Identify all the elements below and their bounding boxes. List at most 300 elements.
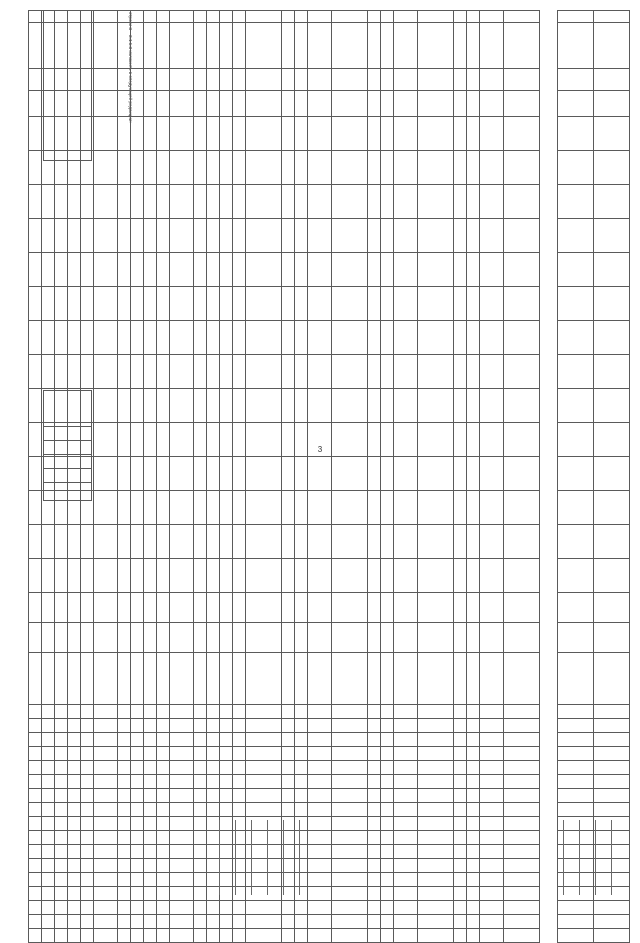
table-cell (29, 873, 42, 887)
table-cell (558, 91, 594, 117)
table-cell (144, 803, 157, 817)
table-cell (42, 859, 55, 873)
table-cell (194, 525, 207, 559)
table-cell (194, 389, 207, 423)
table-cell (194, 719, 207, 733)
table-cell (118, 321, 131, 355)
table-cell (418, 253, 454, 287)
table-cell (81, 253, 94, 287)
table-cell (233, 11, 246, 23)
table-cell (594, 803, 630, 817)
table-cell (233, 219, 246, 253)
table-cell (418, 355, 454, 389)
table-cell (558, 789, 594, 803)
table-cell (194, 915, 207, 929)
table-cell (29, 929, 42, 943)
table-cell (594, 491, 630, 525)
table-cell (144, 789, 157, 803)
table-cell (94, 423, 118, 457)
table-cell (246, 355, 282, 389)
table-cell (233, 901, 246, 915)
table-cell (81, 873, 94, 887)
table-cell (170, 789, 194, 803)
table-cell (170, 873, 194, 887)
table-cell (480, 623, 504, 653)
table-cell (308, 887, 332, 901)
table-cell (308, 817, 332, 831)
table-row (157, 11, 170, 943)
table-cell (29, 389, 42, 423)
table-cell (418, 185, 454, 219)
trailing-rule (563, 820, 564, 895)
table-row (68, 11, 81, 943)
section-3-table (557, 10, 630, 943)
table-cell (480, 389, 504, 423)
table-cell (418, 901, 454, 915)
table-cell (118, 915, 131, 929)
table-cell (467, 491, 480, 525)
table-cell (504, 901, 540, 915)
table-cell (394, 761, 418, 775)
table-cell (220, 803, 233, 817)
table-cell (246, 287, 282, 321)
table-cell (220, 901, 233, 915)
table-cell (282, 929, 295, 943)
table-cell (81, 929, 94, 943)
table-cell (144, 845, 157, 859)
table-cell (282, 321, 295, 355)
table-cell (480, 11, 504, 23)
table-cell (368, 423, 381, 457)
table-cell (131, 873, 144, 887)
table-cell (194, 69, 207, 91)
table-cell (157, 117, 170, 151)
table-cell (233, 525, 246, 559)
table-cell (368, 559, 381, 593)
table-cell (118, 253, 131, 287)
table-cell (42, 11, 55, 23)
table-cell (246, 389, 282, 423)
table-cell (480, 491, 504, 525)
table-cell (94, 253, 118, 287)
table-cell (194, 491, 207, 525)
table-cell (157, 859, 170, 873)
table-cell (246, 11, 282, 23)
table-cell (480, 185, 504, 219)
table-cell (467, 457, 480, 491)
table-cell (308, 151, 332, 185)
table-cell (194, 457, 207, 491)
table-cell (504, 355, 540, 389)
table-cell (29, 525, 42, 559)
table-cell (170, 845, 194, 859)
table-cell (157, 151, 170, 185)
table-cell (118, 901, 131, 915)
table-cell (246, 23, 282, 69)
table-cell (233, 69, 246, 91)
table-cell (194, 887, 207, 901)
table-cell (558, 705, 594, 719)
table-cell (282, 719, 295, 733)
table-cell (467, 321, 480, 355)
table-cell (381, 845, 394, 859)
table-cell (594, 761, 630, 775)
table-cell (29, 831, 42, 845)
table-cell (418, 859, 454, 873)
table-cell (418, 559, 454, 593)
table-cell (55, 23, 68, 69)
table-cell (418, 23, 454, 69)
table-cell (368, 705, 381, 719)
table-cell (418, 719, 454, 733)
table-cell (308, 185, 332, 219)
table-cell (467, 11, 480, 23)
table-row (558, 11, 594, 943)
table-cell (246, 525, 282, 559)
table-cell (42, 747, 55, 761)
table-cell (504, 253, 540, 287)
table-cell (94, 915, 118, 929)
table-cell (467, 23, 480, 69)
table-cell (418, 11, 454, 23)
trailing-rule (283, 820, 284, 895)
trailing-rule (219, 820, 220, 895)
table-cell (157, 11, 170, 23)
table-cell (418, 117, 454, 151)
table-cell (194, 873, 207, 887)
table-cell (194, 253, 207, 287)
table-cell (94, 705, 118, 719)
table-cell (170, 355, 194, 389)
table-cell (55, 423, 68, 457)
table-cell (131, 355, 144, 389)
table-cell (170, 91, 194, 117)
table-cell (381, 789, 394, 803)
table-cell (454, 789, 467, 803)
table-cell (94, 623, 118, 653)
table-cell (233, 389, 246, 423)
table-cell (170, 817, 194, 831)
table-cell (131, 817, 144, 831)
table-cell (29, 69, 42, 91)
table-cell (394, 623, 418, 653)
table-cell (144, 653, 157, 705)
table-cell (55, 789, 68, 803)
table-cell (157, 653, 170, 705)
table-cell (558, 117, 594, 151)
table-cell (246, 91, 282, 117)
table-cell (144, 525, 157, 559)
table-cell (233, 91, 246, 117)
table-cell (157, 69, 170, 91)
table-cell (295, 287, 308, 321)
table-cell (394, 457, 418, 491)
table-cell (29, 11, 42, 23)
table-cell (282, 219, 295, 253)
table-cell (454, 845, 467, 859)
table-cell (594, 321, 630, 355)
table-cell (157, 23, 170, 69)
table-cell (504, 91, 540, 117)
table-cell (246, 185, 282, 219)
table-cell (131, 287, 144, 321)
table-cell (368, 901, 381, 915)
table-row (131, 11, 144, 943)
table-cell (454, 887, 467, 901)
table-cell (246, 653, 282, 705)
table-cell (207, 185, 220, 219)
table-cell (282, 733, 295, 747)
table-cell (467, 287, 480, 321)
table-cell (233, 719, 246, 733)
table-cell (295, 817, 308, 831)
table-cell (68, 287, 81, 321)
table-cell (29, 457, 42, 491)
table-cell (68, 859, 81, 873)
trailing-rule (595, 820, 596, 895)
table-cell (418, 705, 454, 719)
table-cell (282, 117, 295, 151)
table-cell (131, 491, 144, 525)
table-cell (118, 803, 131, 817)
table-cell (504, 859, 540, 873)
table-cell (94, 219, 118, 253)
table-cell (220, 117, 233, 151)
table-cell (418, 457, 454, 491)
table-cell (282, 901, 295, 915)
table-cell (42, 733, 55, 747)
table-cell (55, 287, 68, 321)
table-cell (94, 117, 118, 151)
table-cell (558, 11, 594, 23)
table-cell (394, 845, 418, 859)
table-cell (381, 705, 394, 719)
table-cell (454, 803, 467, 817)
table-cell (131, 901, 144, 915)
table-cell (81, 915, 94, 929)
table-cell (94, 929, 118, 943)
table-cell (194, 653, 207, 705)
table-cell (157, 747, 170, 761)
table-cell (94, 287, 118, 321)
table-cell (454, 873, 467, 887)
table-cell (233, 623, 246, 653)
table-cell (394, 23, 418, 69)
table-cell (558, 915, 594, 929)
table-cell (480, 831, 504, 845)
table-cell (381, 287, 394, 321)
table-cell (480, 873, 504, 887)
table-cell (68, 653, 81, 705)
table-cell (55, 11, 68, 23)
table-cell (94, 733, 118, 747)
table-cell (233, 23, 246, 69)
table-cell (467, 817, 480, 831)
table-cell (233, 423, 246, 457)
table-cell (55, 831, 68, 845)
table-cell (207, 321, 220, 355)
table-row (454, 11, 467, 943)
table-cell (157, 287, 170, 321)
table-cell (194, 789, 207, 803)
table-cell (504, 761, 540, 775)
table-cell (308, 457, 332, 491)
table-cell (480, 219, 504, 253)
table-cell (308, 23, 332, 69)
table-cell (295, 117, 308, 151)
page-number: 3 (317, 445, 323, 454)
table-cell (29, 321, 42, 355)
table-cell (454, 321, 467, 355)
table-cell (220, 559, 233, 593)
table-cell (29, 719, 42, 733)
table-cell (118, 775, 131, 789)
table-cell (94, 747, 118, 761)
table-cell (394, 11, 418, 23)
table-cell (418, 151, 454, 185)
table-cell (368, 761, 381, 775)
table-cell (29, 789, 42, 803)
table-cell (467, 887, 480, 901)
table-cell (381, 355, 394, 389)
table-cell (467, 653, 480, 705)
table-cell (42, 23, 55, 69)
table-cell (144, 117, 157, 151)
table-cell (295, 151, 308, 185)
table-cell (282, 389, 295, 423)
table-cell (504, 623, 540, 653)
table-cell (170, 559, 194, 593)
table-cell (504, 817, 540, 831)
table-cell (381, 457, 394, 491)
table-cell (170, 525, 194, 559)
table-cell (144, 831, 157, 845)
table-cell (418, 887, 454, 901)
table-cell (233, 775, 246, 789)
table-cell (29, 593, 42, 623)
table-cell (594, 23, 630, 69)
table-cell (368, 219, 381, 253)
table-row (368, 11, 381, 943)
table-cell (504, 593, 540, 623)
table-cell (144, 705, 157, 719)
table-cell (295, 733, 308, 747)
table-cell (81, 491, 94, 525)
table-cell (504, 887, 540, 901)
table-cell (467, 915, 480, 929)
table-cell (68, 91, 81, 117)
table-cell (29, 901, 42, 915)
table-cell (157, 185, 170, 219)
table-cell (220, 653, 233, 705)
table-cell (144, 185, 157, 219)
table-cell (368, 355, 381, 389)
table-cell (480, 355, 504, 389)
table-cell (94, 593, 118, 623)
table-cell (480, 761, 504, 775)
table-cell (368, 653, 381, 705)
table-cell (220, 733, 233, 747)
table-cell (42, 219, 55, 253)
table-cell (594, 11, 630, 23)
table-cell (94, 789, 118, 803)
table-cell (42, 719, 55, 733)
table-cell (467, 623, 480, 653)
table-cell (308, 491, 332, 525)
table-cell (55, 491, 68, 525)
table-cell (94, 845, 118, 859)
table-cell (368, 719, 381, 733)
table-cell (454, 733, 467, 747)
table-cell (157, 705, 170, 719)
table-cell (194, 593, 207, 623)
table-cell (94, 23, 118, 69)
table-cell (418, 873, 454, 887)
table-cell (144, 761, 157, 775)
table-cell (220, 845, 233, 859)
table-cell (368, 321, 381, 355)
table-cell (157, 775, 170, 789)
table-cell (308, 705, 332, 719)
table-cell (42, 803, 55, 817)
table-cell (131, 775, 144, 789)
table-cell (282, 915, 295, 929)
table-cell (81, 185, 94, 219)
table-cell (368, 457, 381, 491)
table-cell (81, 525, 94, 559)
table-cell (233, 705, 246, 719)
table-cell (118, 219, 131, 253)
table-cell (381, 873, 394, 887)
table-cell (282, 423, 295, 457)
section-2-heading: строки 3 – 3.1.1.3 изложить в следующей редакции: (128, 12, 133, 123)
table-cell (282, 761, 295, 775)
table-cell (42, 831, 55, 845)
table-cell (68, 117, 81, 151)
table-cell (68, 23, 81, 69)
table-cell (144, 887, 157, 901)
table-row (29, 11, 42, 943)
table-cell (467, 91, 480, 117)
table-row (194, 11, 207, 943)
table-cell (332, 705, 368, 719)
table-cell (131, 803, 144, 817)
table-cell (480, 915, 504, 929)
table-cell (207, 789, 220, 803)
table-row (381, 11, 394, 943)
table-row (282, 11, 295, 943)
table-cell (332, 491, 368, 525)
table-cell (480, 789, 504, 803)
table-cell (467, 733, 480, 747)
table-cell (233, 151, 246, 185)
trailing-rule (579, 820, 580, 895)
table-cell (381, 423, 394, 457)
table-cell (81, 91, 94, 117)
table-cell (94, 91, 118, 117)
table-cell (131, 91, 144, 117)
table-cell (157, 491, 170, 525)
table-cell (220, 69, 233, 91)
table-cell (131, 151, 144, 185)
table-cell (68, 151, 81, 185)
table-cell (29, 803, 42, 817)
table-cell (207, 873, 220, 887)
table-cell (144, 775, 157, 789)
table-cell (594, 151, 630, 185)
table-cell (157, 929, 170, 943)
table-cell (144, 929, 157, 943)
